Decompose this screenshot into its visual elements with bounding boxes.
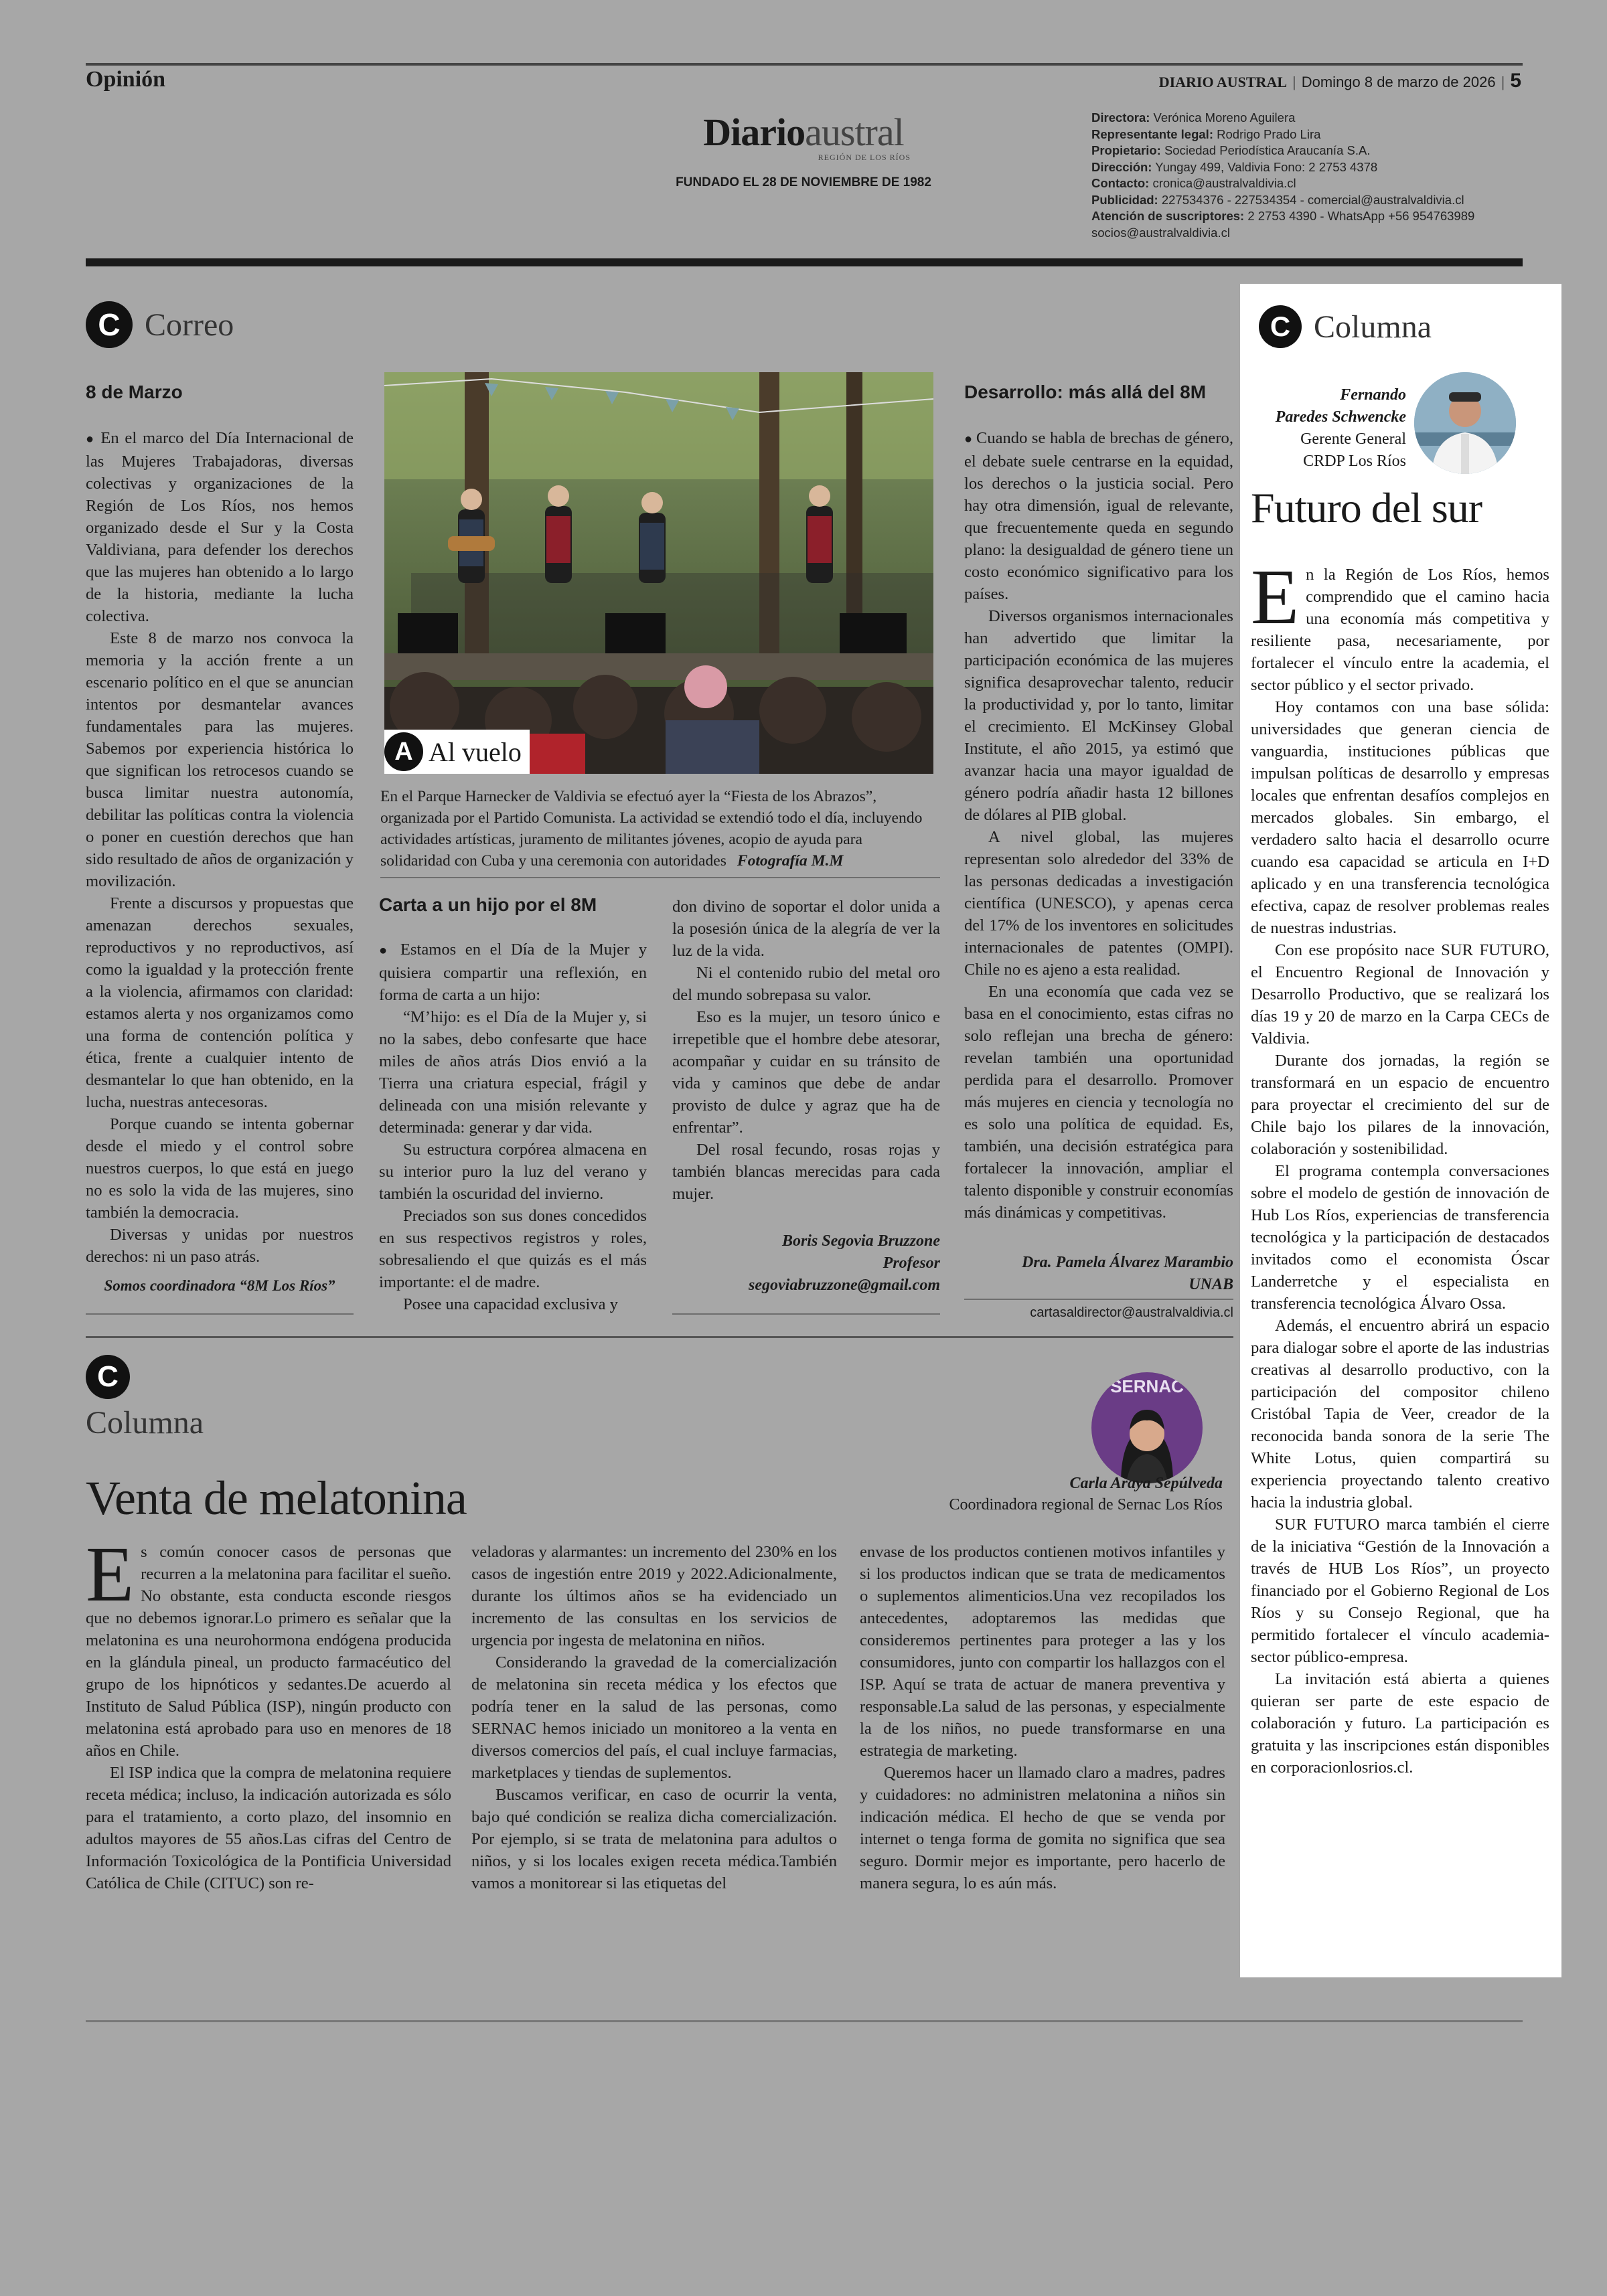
paragraph: SUR FUTURO marca también el cierre de la iniciativa “Gestión de la Innovación a través de HUB Los Ríos”, un proyecto financiado por el Gobierno Regional de Los Ríos y su Consejo Regional, que ha permitido fortalecer el vínculo academia-sector público-empresa. [1251,1515,1549,1666]
paragraph: Considerando la gravedad de la comercialización de melatonina sin receta médica y los efectos que podría tener en la salud de las personas, como SERNAC hemos iniciado un monitoreo a la venta en diversos comercios del país, el cual incluye farmacias, marketplaces y tiendas de suplementos. [471,1653,837,1782]
staff-line: socios@australvaldivia.cl [1091,225,1230,240]
staff-line: Atención de suscriptores: 2 2753 4390 - WhatsApp +56 954763989 [1091,209,1475,223]
columna-sur-badge: C [1259,305,1302,348]
paragraph: Frente a discursos y propuestas que amenazan derechos sexuales, reproductivos y no reproductivos, así como la igualdad y la protección frente a la violencia, afirmamos con claridad: estamos alerta y nos organizamos como una forma de contención política y ética, frente a cualquier intento de desmantelar lo que han obtenido, en la lucha, nuestras antecesoras. [86,894,354,1111]
columna-melatonina-author-name: Carla Araya Sepúlveda [1069,1475,1223,1492]
correo-label: Correo [145,307,234,343]
signature-name: Boris Segovia Bruzzone [781,1232,940,1250]
columna-melatonina-label: Columna [86,1405,204,1441]
letter1-signature: Somos coordinadora “8M Los Ríos” [104,1277,335,1294]
letter2-col1 [379,938,647,1315]
concert-photo-illustration [384,372,933,774]
paragraph: veladoras y alarmantes: un incremento del 230% en los casos de ingestión entre 2019 y 2022.Adicionalmente, durante los últimos años se ha evidenciado un incremento de las consultas en los servicios de urgencia por ingesta de melatonina en niños. [471,1543,837,1649]
paragraph: Ni el contenido rubio del metal oro del mundo sobrepasa su valor. [672,964,940,1004]
letter2-title: Carta a un hijo por el 8M [379,894,597,915]
founded-line: FUNDADO EL 28 DE NOVIEMBRE DE 1982 [676,175,931,189]
logo-subtitle: REGIÓN DE LOS RÍOS [818,153,911,162]
correo-badge: C [86,301,133,348]
paragraph: Posee una capacidad exclusiva y [403,1295,618,1313]
columna-melatonina-badge: C [86,1355,130,1399]
dropcap: E [1251,553,1300,641]
paragraph: “M’hijo: es el Día de la Mujer y, si no la sabes, debo confesarte que hace miles de años atrás Dios envió a la Tierra una criatura especial, frágil y delineada con una misión relevante y determinada: generar y dar vida. [379,1008,647,1137]
page-number: 5 [1510,70,1521,92]
paragraph: En una economía que cada vez se basa en el conocimiento, estas cifras no solo reflejan una brecha de género: revelan también una oportunidad perdida para el desarrollo. Promover más mujeres en ciencia y tecnología no es solo una política de equidad. Es, también, una decisión estratégica para fortalecer la innovación, ampliar el talento disponible y construir economías más dinámicas y competitivas. [964,983,1233,1222]
columna-sur-box [1240,284,1561,1977]
paragraph: don divino de soportar el dolor unida a la posesión única de la alegría de ver la luz de la vida. [672,898,940,960]
paragraph: Su estructura corpórea almacena en su interior puro la luz del verano y también la oscuridad del invierno. [379,1141,647,1203]
letter1-body [86,427,354,1268]
staff-line: Directora: Verónica Moreno Aguilera [1091,110,1296,125]
masthead-staff [1091,110,1520,241]
signature-name: Dra. Pamela Álvarez Marambio [1022,1254,1233,1271]
avatar-logo-text: SERNAC [1110,1376,1184,1396]
author-surname: Paredes Schwencke [1275,408,1406,426]
author-portrait [1414,372,1516,474]
header-thick-rule [86,258,1523,266]
paragraph: A nivel global, las mujeres representan solo alrededor del 33% de las personas dedicadas a investigación científica (UNESCO), y apenas cerca del 17% de los inventores en solicitudes internacionales de patentes (OMPI). Chile no es ajeno a esta realidad. [964,828,1233,979]
paragraph: Del rosal fecundo, rosas rojas y también blancas merecidas para cada mujer. [672,1141,940,1203]
issue-date: Domingo 8 de marzo de 2026 [1301,74,1496,90]
paragraph: ● Estamos en el Día de la Mujer y quisiera compartir una reflexión, en forma de carta a un hijo: [379,938,647,1006]
staff-line: Publicidad: 227534376 - 227534354 - comercial@australvaldivia.cl [1091,192,1464,207]
paragraph: Durante dos jornadas, la región se transformará en un espacio de encuentro para proyectar el crecimiento del sur de Chile bajo los pilares de la innovación, colaboración y sostenibilidad. [1251,1052,1549,1158]
paragraph: El programa contempla conversaciones sobre el modelo de gestión de innovación de Hub Los Ríos, experiencias de transferencia tecnológica y la participación de destacados invitados como el economista Óscar Landerretche y el especialista en transferencia tecnológica Álvaro Ossa. [1251,1162,1549,1313]
al-vuelo-badge: A [384,732,423,771]
melatonina-col1 [86,1530,451,1894]
al-vuelo-label: Al vuelo [429,736,522,767]
columna-sur-body [1251,553,1549,1779]
author-avatar [1414,372,1516,474]
author-role: Gerente General [1300,430,1406,448]
paragraph: Eso es la mujer, un tesoro único e irrepetible que el hombre debe atesorar, acompañar y cuidar en su tránsito de vida y caminos que debe de andar provisto de dulce y agraz que ha de enfrentar”. [672,1008,940,1137]
column-title: Venta de melatonina [86,1471,467,1525]
divider [380,877,940,878]
letter2-signature [672,1230,940,1297]
paragraph: El ISP indica que la compra de melatonina requiere receta médica; incluso, la indicación autorizada es sólo para el tratamiento, a corto plazo, del insomnio en adultos mayores de 55 años.Las cifras del Centro de Información Toxicológica de la Pontificia Universidad Católica de Chile (CITUC) son re- [86,1764,451,1892]
section-title: Opinión [86,67,166,92]
paragraph: Porque cuando se intenta gobernar desde el miedo y el control sobre nuestros cuerpos, lo que está en juego no es solo la vida de las mujeres, sino también la democracia. [86,1115,354,1222]
staff-line: Contacto: cronica@australvaldivia.cl [1091,176,1296,190]
staff-line: Dirección: Yungay 499, Valdivia Fono: 2 2753 4378 [1091,159,1378,174]
paragraph: ● En el marco del Día Internacional de las Mujeres Trabajadoras, diversas colectivas y organizaciones de la Región de Los Ríos, nos hemos organizado desde el Sur y la Costa Valdiviana, para defender los derechos que las mujeres han obtenido a lo largo de la historia, mediante la lucha colectiva. [86,427,354,627]
author-name: Fernando [1340,386,1406,404]
staff-line: Representante legal: Rodrigo Prado Lira [1091,127,1321,141]
divider [86,1313,354,1315]
divider [964,1299,1233,1300]
logo-accent: austral [805,110,904,154]
signature-role: UNAB [1189,1276,1233,1293]
paragraph: Con ese propósito nace SUR FUTURO, el Encuentro Regional de Innovación y Desarrollo Productivo, que se realizará los días 19 y 20 de marzo en la Carpa CECs de Valdivia. [1251,941,1549,1048]
letter3-body [964,427,1233,1224]
al-vuelo-tag [384,730,530,774]
paragraph: Queremos hacer un llamado claro a madres, padres y cuidadores: no administren melatonina a niños sin indicación médica. El hecho de que se venda por internet o tenga forma de gomita no significa que sea seguro. Dormir mejor es importante, pero hacerlo de manera segura, lo es aún más. [860,1764,1225,1892]
top-rule [86,63,1523,66]
paragraph: La invitación está abierta a quienes quieran ser parte de este espacio de colaboración y futuro. La participación es gratuita y las inscripciones están disponibles en corporacionlosrios.cl. [1251,1670,1549,1777]
author-avatar [1091,1372,1203,1483]
melatonina-col2 [471,1541,837,1894]
melatonina-col3 [860,1541,1225,1894]
event-photo [384,372,933,774]
paragraph: Preciados son sus dones concedidos en sus respectivos registros y roles, sobresaliendo el que quizás es el más importante: el de madre. [379,1207,647,1291]
columna-sur-header [1259,305,1432,348]
dropcap: E [86,1530,135,1618]
header-dateline: DIARIO AUSTRAL | Domingo 8 de marzo de 2026 | 5 [1158,70,1521,92]
columna-sur-label: Columna [1314,309,1432,345]
paragraph: envase de los productos contienen motivos infantiles y si los productos indican que se trata de medicamentos o suplementos alimenticios.Una vez recopilados los antecedentes, adoptaremos las medidas que consideremos pertinentes para proteger a las y los consumidores, junto con compartir los hallazgos con el ISP. Aquí se trata de actuar de manera preventiva y responsable.La salud de las personas, y especialmente la de los niños, no puede transformarse en una estrategia de marketing. [860,1543,1225,1760]
letter3-title: Desarrollo: más allá del 8M [964,382,1207,402]
paragraph: Diversos organismos internacionales han advertido que limitar la participación económica de las mujeres significa desaprovechar talento, reducir la productividad y, por lo tanto, limitar el crecimiento. El McKinsey Global Institute, el año 2015, ya estimó que avanzar hacia una mayor igualdad de género podría añadir hasta 12 billones de dólares al PIB global. [964,607,1233,824]
paragraph: Además, el encuentro abrirá un espacio para dialogar sobre el aporte de las industrias creativas al desarrollo productivo, con la participación del compositor chileno Cristóbal Tapia de Veer, creador de la reconocida banda sonora de la serie The White Lotus, quien compartirá su experiencia proyectando talento creativo hacia la industria global. [1251,1317,1549,1511]
paragraph: Buscamos verificar, en caso de ocurrir la venta, bajo qué condición se realiza dicha comercialización. Por ejemplo, si se trata de melatonina para adultos o niños, y si los locales exigen receta médica.También vamos a monitorear si las etiquetas del [471,1786,837,1892]
paper-name: DIARIO AUSTRAL [1158,74,1288,90]
column-title: Futuro del sur [1251,484,1482,531]
bottom-rule [86,2020,1523,2022]
signature-email: segoviabruzzone@gmail.com [749,1277,940,1294]
correo-header [86,301,234,348]
photo-caption: En el Parque Harnecker de Valdivia se efectuó ayer la “Fiesta de los Abrazos”, organizada por el Partido Comunista. La actividad se extendió todo el día, incluyendo actividades artísticas, juramento de militantes jóvenes, acopio de ayuda para solidaridad con Cuba y una ceremonia con autoridades Fotografía M.M [380,788,923,870]
logo [690,112,917,163]
paragraph: Hoy contamos con una base sólida: universidades que generan ciencia de vanguardia, instituciones públicas que impulsan políticas de desarrollo y empresas locales que enfrentan desafíos complejos en mercados globales. Sin embargo, el verdadero salto hacia el desarrollo ocurre cuando esa capacidad se articula en I+D aplicado y en una transferencia tecnológica efectiva, capaz de resolver problemas reales de nuestras industrias. [1251,698,1549,937]
author-portrait [1091,1372,1203,1483]
paragraph: n la Región de Los Ríos, hemos comprendido que el camino hacia una economía más competitiva y resiliente pasa, necesariamente, por fortalecer el vínculo entre la academia, el sector público y el sector privado. [1251,566,1549,694]
section-divider [86,1336,1233,1338]
photo-credit: Fotografía M.M [737,852,844,870]
paragraph: Este 8 de marzo nos convoca la memoria y la acción frente a un escenario político en el que se anuncian intentos por desmantelar avances fundamentales para las mujeres. Sabemos por experiencia histórica lo que significan los retrocesos cuando se busca limitar nuestra autonomía, debilitar las políticas contra la violencia o poner en cuestión derechos que han sido resultado de años de organización y movilización. [86,629,354,890]
logo-main: Diario [703,110,806,154]
columna-melatonina-author-role: Coordinadora regional de Sernac Los Ríos [949,1496,1223,1513]
paragraph: Diversas y unidas por nuestros derechos: ni un paso atrás. [86,1226,354,1266]
divider [672,1313,940,1315]
paragraph: s común conocer casos de personas que recurren a la melatonina para facilitar el sueño. No obstante, esta conducta esconde riesgos que no debemos ignorar.Lo primero es señalar que la melatonina es una neurohormona endógena producida en la glándula pineal, un producto farmacéutico del grupo de los hipnóticos y sedantes.De acuerdo al Instituto de Salud Pública (ISP), ningún producto con melatonina está aprobado para uso en menores de 18 años en Chile. [86,1543,451,1760]
author-org: CRDP Los Ríos [1303,453,1406,470]
letters-email[interactable]: cartasaldirector@australvaldivia.cl [1030,1305,1233,1320]
author-block [1251,384,1406,473]
letter1-title: 8 de Marzo [86,382,183,402]
columna-melatonina-header [86,1355,204,1441]
signature-role: Profesor [883,1254,940,1272]
staff-line: Propietario: Sociedad Periodística Araucanía S.A. [1091,143,1371,157]
letter3-signature [964,1252,1233,1296]
paragraph: ● Cuando se habla de brechas de género, el debate suele centrarse en la equidad, los derechos o la justicia social. Pero hay otra dimensión, igual de relevante, que frecuentemente queda en segundo plano: la desigualdad de género tiene un costo económico significativo para los países. [964,427,1233,605]
letter2-col2 [672,896,940,1205]
